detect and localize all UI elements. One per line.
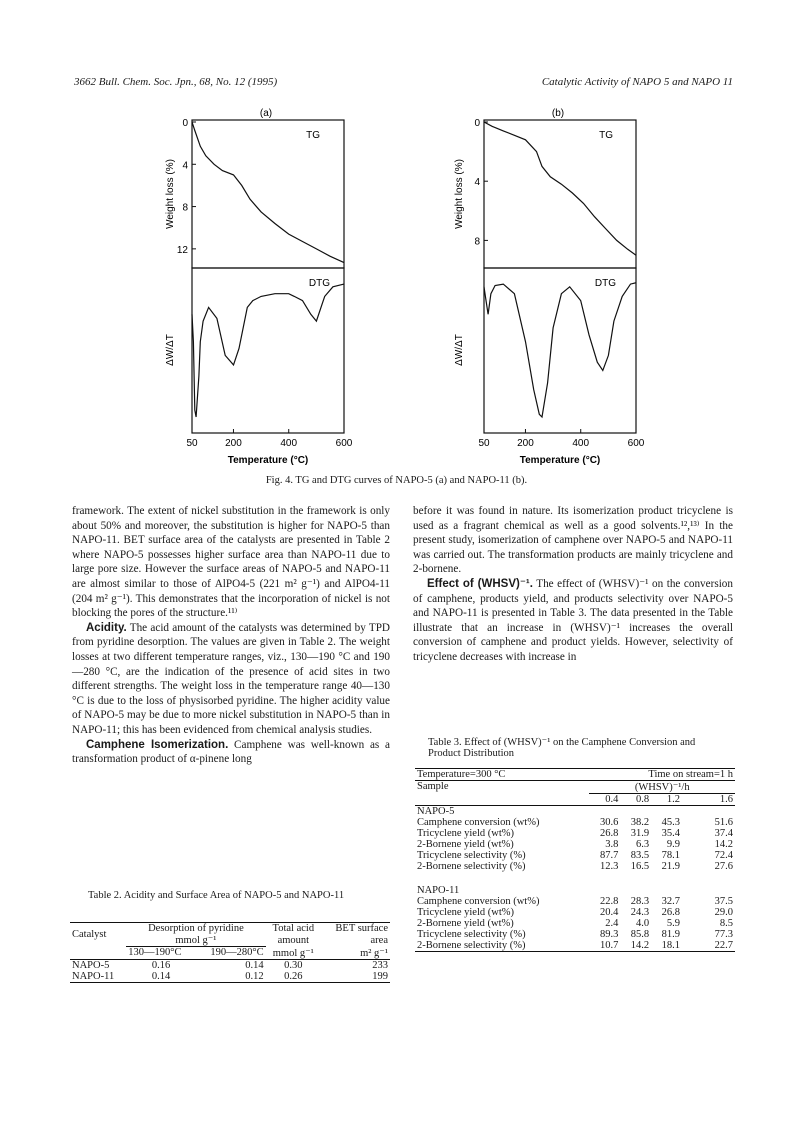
table-row: Camphene conversion (wt%) 30.6 38.2 45.3 51.6 (417, 817, 733, 828)
y-tick-label: 8 (474, 236, 480, 248)
paragraph: framework. The extent of nickel substitution in the framework is only about 50% and moreover, the substitution is higher for NAPO-5 than NAPO-11. BET surface area of the catalysts are presented in Table 2 where NAPO-5 possesses higher surface area than NAPO-11 due to large pore size. However the surface areas of NAPO-5 and NAPO-11 are almost similar to those of AlPO4-5 (221 m² g⁻¹) and AlPO4-11 (204 m² g⁻¹). This demonstrates that the incorporation of nickel is not blocking the pores of the structure.¹¹⁾ (72, 505, 390, 620)
table-row: Tricyclene selectivity (%) 87.7 83.5 78.1 72.4 (417, 850, 733, 861)
panel-a (165, 108, 353, 466)
panel-b-dtg-ylabel: ΔW/ΔT (454, 334, 465, 366)
panel-a-dtg-ylabel: ΔW/ΔT (165, 334, 176, 366)
panel-a-dtg-curve (192, 284, 344, 417)
panel-a-tg-label: TG (306, 130, 320, 141)
panel-a-tg-frame (192, 120, 344, 268)
table-row: Tricyclene yield (wt%) 26.8 31.9 35.4 37.4 (417, 828, 733, 839)
section-heading-camphene: Camphene Isomerization. (86, 738, 229, 751)
panel-b-dtg-label: DTG (594, 278, 616, 289)
panel-a-dtg-label: DTG (308, 278, 330, 289)
table-row: Camphene conversion (wt%) 22.8 28.3 32.7 37.5 (417, 896, 733, 907)
table-row: NAPO-5 0.16 0.14 0.30 233 (72, 959, 388, 971)
panel-b (454, 108, 645, 466)
x-tick-label: 200 (225, 438, 242, 449)
y-tick-label: 12 (176, 244, 188, 256)
table-row: Tricyclene selectivity (%) 89.3 85.8 81.9 77.3 (417, 929, 733, 940)
panel-b-tg-curve (484, 122, 636, 255)
figure-caption: Fig. 4. TG and DTG curves of NAPO-5 (a) and NAPO-11 (b). (265, 475, 528, 486)
panel-a-xlabel: Temperature (°C) (227, 455, 309, 466)
panel-a-label: (a) (259, 108, 273, 119)
panel-a-dtg-frame (192, 268, 344, 433)
x-tick-label: 400 (280, 438, 298, 449)
paragraph: before it was found in nature. Its isomerization product tricyclene is used as a fragrant chemical as well as a good solvents.¹²,¹³⁾ In the present study, isomerization of camphene over NAPO-5 and NAPO-11 was carried out. The transformation products are mainly tricyclene and 2-bornene. (413, 505, 733, 576)
table-row: 2-Bornene yield (wt%) 2.4 4.0 5.9 8.5 (417, 918, 733, 929)
panel-b-tg-ylabel: Weight loss (%) (454, 159, 465, 229)
table-row: 2-Bornene selectivity (%) 12.3 16.5 21.9 27.6 (417, 861, 733, 872)
x-tick-label: 50 (186, 438, 198, 449)
x-tick-label: 400 (572, 438, 590, 449)
figure-4 (150, 100, 670, 470)
x-tick-label: 200 (517, 438, 534, 449)
running-header-left: 3662 Bull. Chem. Soc. Jpn., 68, No. 12 (1995) (74, 76, 278, 88)
table-3-title: Table 3. Effect of (WHSV)⁻¹ on the Camphene Conversion and Product Distribution (428, 737, 696, 759)
t2-header-catalyst: Catalyst (72, 929, 107, 941)
y-tick-label: 8 (182, 202, 188, 214)
panel-b-tg-label: TG (599, 130, 613, 141)
panel-a-tg-ylabel: Weight loss (%) (165, 159, 176, 229)
x-tick-label: 50 (478, 438, 490, 449)
panel-b-label: (b) (551, 108, 565, 119)
table-group-header: NAPO-5 (417, 806, 455, 817)
table-2: Catalyst Desorption of pyridine Total acid BET surface mmol g⁻¹ amount area 130—190°C 190—280°C mmol g⁻¹ m² g⁻¹ NAPO-5 0.16 0.14 0.30 233 NAPO-11 0.14 0.12 0.26 199 (72, 923, 388, 982)
x-tick-label: 600 (335, 438, 353, 449)
panel-a-tg-curve (192, 122, 344, 263)
panel-b-tg-frame (484, 120, 636, 268)
table-row: 2-Bornene yield (wt%) 3.8 6.3 9.9 14.2 (417, 839, 733, 850)
left-column: framework. The extent of nickel substitution in the framework is only about 50% and moreover, the substitution is higher for NAPO-5 than NAPO-11. BET surface area of the catalysts are presented in Table 2 where NAPO-5 possesses higher surface area than NAPO-11 due to large pore size. However the surface areas of NAPO-5 and NAPO-11 are almost similar to those of AlPO4-5 (221 m² g⁻¹) and AlPO4-11 (204 m² g⁻¹). This demonstrates that the incorporation of nickel is not blocking the pores of the structure.¹¹⁾ Acidity. The acid amount of the catalysts was determined by TPD from pyridine desorption. The values are given in Table 2. The weight losses at two different temperature ranges, viz., 130—190 °C and 190—280 °C, are the indication of the presence of acid sites in two different strengths. The weight loss in the temperature range 40—130 °C is due to the loss of physisorbed pyridine. The higher acidity value of NAPO-5 may be due to more nickel substitution in NAPO-5 than in NAPO-11; this has been evidenced from chemical analysis studies. Camphene Isomerization. Camphene was well-known as a transformation product of α-pinene long (72, 505, 390, 766)
y-tick-label: 0 (182, 118, 188, 129)
x-tick-label: 600 (627, 438, 645, 449)
y-tick-label: 4 (182, 160, 188, 172)
panel-b-xlabel: Temperature (°C) (519, 455, 601, 466)
running-header-right: Catalytic Activity of NAPO 5 and NAPO 11 (541, 76, 733, 88)
y-tick-label: 0 (474, 118, 480, 129)
table-2-title: Table 2. Acidity and Surface Area of NAPO-5 and NAPO-11 (88, 890, 345, 901)
panel-b-dtg-frame (484, 268, 636, 433)
section-heading-whsv: Effect of (WHSV)⁻¹. (427, 577, 533, 590)
right-column: before it was found in nature. Its isomerization product tricyclene is used as a fragrant chemical as well as a good solvents.¹²,¹³⁾ In the present study, isomerization of camphene over NAPO-5 and NAPO-11 was carried out. The transformation products are mainly tricyclene and 2-bornene. Effect of (WHSV)⁻¹. The effect of (WHSV)⁻¹ on the conversion of camphene, products yield, and products selectivity over NAPO-5 and NAPO-11 is presented in Table 3. The data presented in the Table illustrate that an increase in (WHSV)⁻¹ increases the overall conversion of camphene and product yields. However, selectivity of tricyclene decreases with increase in (413, 505, 733, 663)
table-group-header: NAPO-11 (417, 885, 460, 896)
table-row: Tricyclene yield (wt%) 20.4 24.3 26.8 29.0 (417, 907, 733, 918)
table-row: 2-Bornene selectivity (%) 10.7 14.2 18.1 22.7 (417, 940, 733, 951)
table-row: NAPO-11 0.14 0.12 0.26 199 (72, 970, 388, 982)
y-tick-label: 4 (474, 177, 480, 189)
table-3: Temperature=300 °C Time on stream=1 h Sample (WHSV)⁻¹/h 0.4 0.8 1.2 1.6 NAPO-5 Camphene conversion (wt%) 30.6 38.2 45.3 51.6 Tricyclene yield (wt%) 26.8 31.9 35.4 37.4 2-Bornene yield (wt%) 3.8 6.3 9.9 14.2 Tricyclene selectivity (%) 87.7 83.5 78.1 72.4 2-Bornene selectivity (%) 12.3 16.5 21.9 27.6 NAPO-11 Camphene conversion (wt%) 22.8 28.3 32.7 37.5 Tricyclene yield (wt%) 20.4 24.3 26.8 29.0 2-Bornene yield (wt%) 2.4 4.0 5.9 8.5 Tricyclene selectivity (%) 89.3 85.8 81.9 77.3 2-Bornene selectivity (%) 10.7 14.2 18.1 22.7 (417, 769, 733, 951)
panel-b-dtg-curve (484, 283, 636, 417)
section-heading-acidity: Acidity. (86, 621, 127, 634)
